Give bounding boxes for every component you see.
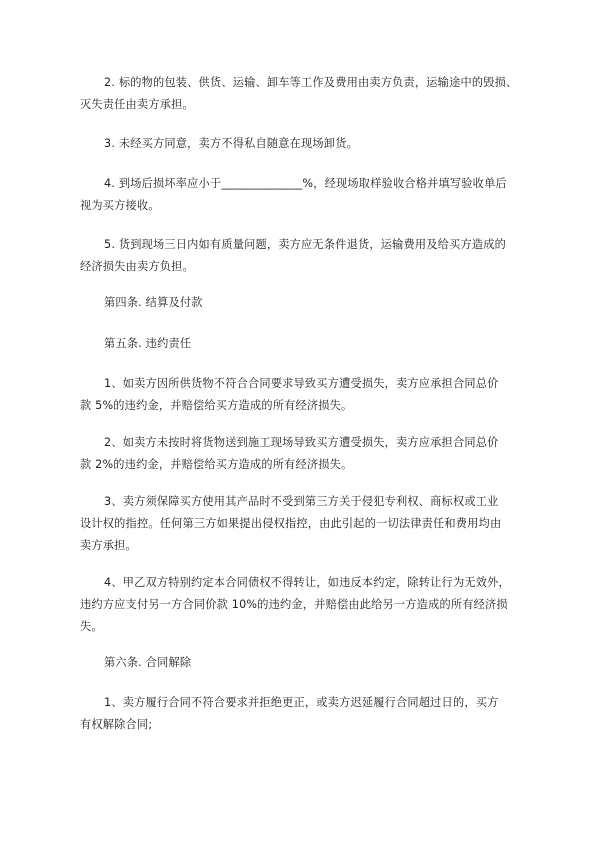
text-line: 2、如卖方未按时将货物送到施工现场导致买方遭受损失，卖方应承担合同总价 [104,436,499,449]
text-line: 视为买方接收。 [80,199,160,212]
text-line: 3、卖方须保障买方使用其产品时不受到第三方关于侵犯专利权、商标权或工业 [104,495,499,508]
clause-item-4 [80,173,544,217]
clause-item-2 [80,72,544,116]
article-6-heading: 第六条. 合同解除 [104,656,192,669]
text-line: 1、如卖方因所供货物不符合合同要求导致买方遭受损失，卖方应承担合同总价 [104,377,499,390]
text-line: 失。 [80,620,103,633]
text-line: 违约方应支付另一方合同价款 10%的违约金，并赔偿由此给另一方造成的所有经济损 [80,598,508,611]
text-line: 灭失责任由卖方承担。 [80,98,194,111]
text-line: 款 5%的违约金，并赔偿给买方造成的所有经济损失。 [80,399,353,412]
termination-item-1 [80,692,544,736]
text-line: 有权解除合同; [80,718,153,731]
breach-item-2 [80,432,544,476]
text-line: 2. 标的物的包装、供货、运输、卸车等工作及费用由卖方负责，运输途中的毁损、 [104,76,518,89]
text-line: 4. 到场后损坏率应小于______________%，经现场取样验收合格并填写验收单后 [104,177,507,190]
text-line: 经济损失由卖方负担。 [80,260,194,273]
article-5-heading: 第五条. 违约责任 [104,337,192,350]
text-line: 卖方承担。 [80,539,137,552]
breach-item-1 [80,373,544,417]
clause-item-5 [80,234,544,278]
text-line: 设计权的指控。任何第三方如果提出侵权指控，由此引起的一切法律责任和费用均由 [80,517,502,530]
text-line: 款 2%的违约金，并赔偿给买方造成的所有经济损失。 [80,458,353,471]
text-line: 1、卖方履行合同不符合要求并拒绝更正，或卖方迟延履行合同超过日的，买方 [104,696,499,709]
breach-item-3 [80,491,544,557]
text-line: 5. 货到现场三日内如有质量问题，卖方应无条件退货，运输费用及给买方造成的 [104,238,507,251]
breach-item-4 [80,572,544,638]
text-line: 3. 未经买方同意，卖方不得私自随意在现场卸货。 [104,137,358,150]
text-line: 4、甲乙双方特别约定本合同债权不得转让，如违反本约定，除转让行为无效外， [104,576,510,589]
article-4-heading: 第四条. 结算及付款 [104,296,203,309]
clause-item-3 [104,133,544,155]
